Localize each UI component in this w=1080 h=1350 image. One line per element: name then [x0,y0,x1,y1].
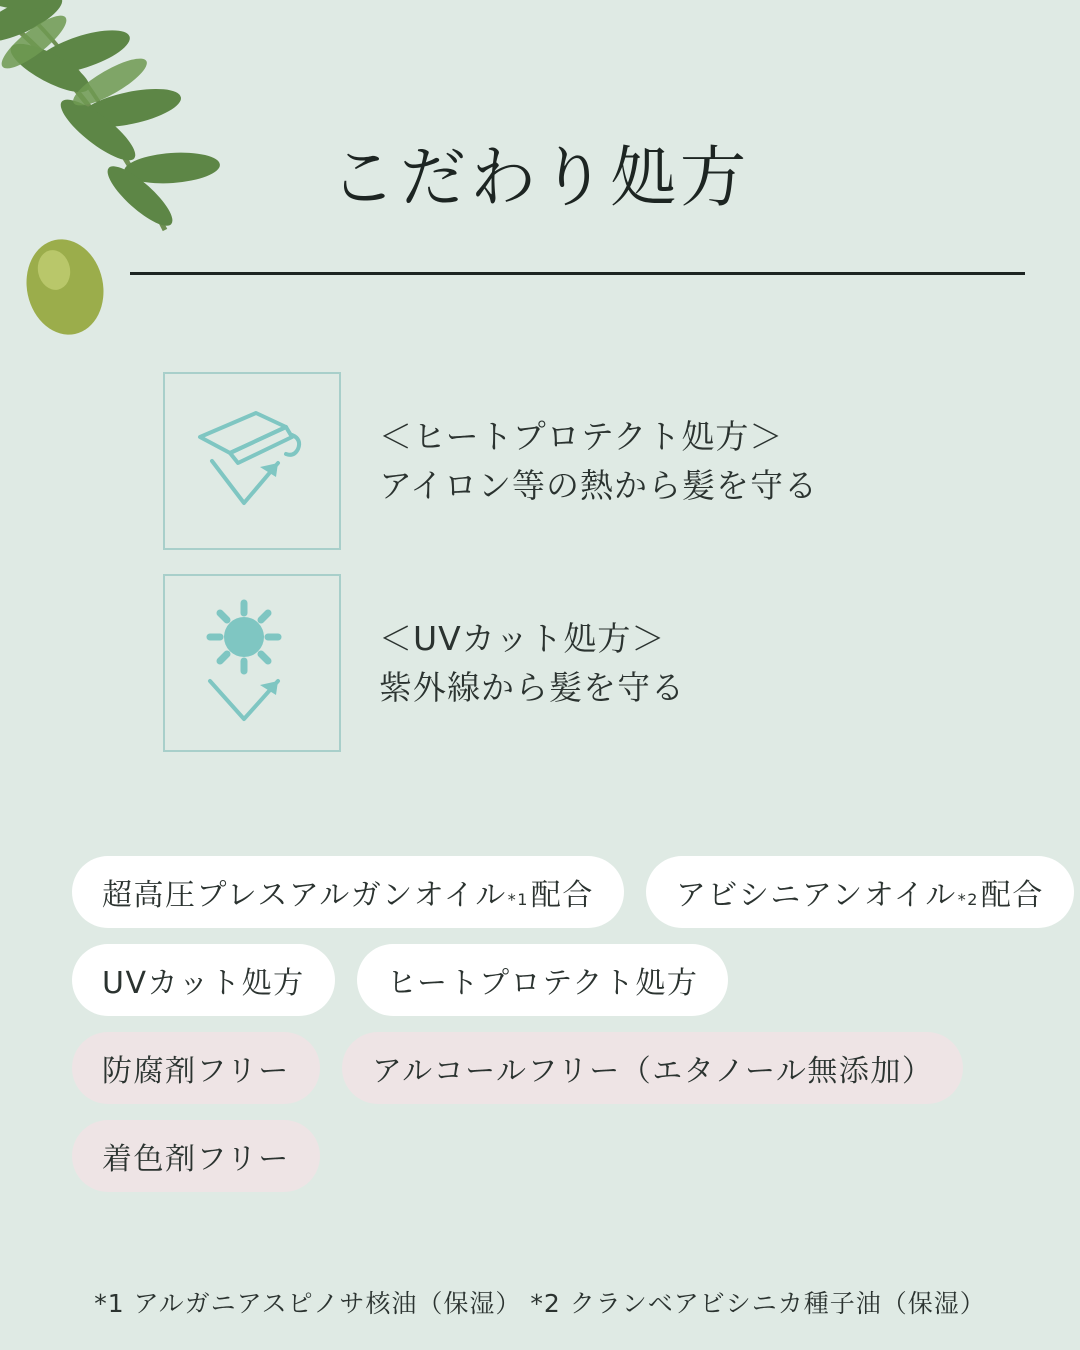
tag-chip [72,1120,320,1192]
tag-row [72,1120,1032,1192]
tag-chip [72,1032,320,1104]
tag-footnote-marker: *2 [957,890,979,909]
feature-row-heat-protect [163,372,963,550]
tag-label: アビシニアンオイル [675,878,957,913]
heat-protect-icon-box [163,372,341,550]
tag-label-suffix: 配合 [530,878,594,913]
title-divider [130,272,1025,275]
tag-row [72,1032,1032,1104]
tag-label: ヒートプロテクト処方 [386,966,699,1001]
feature-text-uv-cut [379,614,685,713]
tag-chip [342,1032,964,1104]
tag-row [72,944,1032,1016]
feature-line-1: ＜UVカット処方＞ [379,618,666,658]
tag-label: UVカット処方 [102,966,305,1001]
page-title: こだわり処方 [330,139,750,216]
tag-label: アルコールフリー（エタノール無添加） [371,1054,934,1089]
feature-text-heat-protect [379,412,818,511]
tag-label: 超高圧プレスアルガンオイル [102,878,507,913]
tag-footnote-marker: *1 [507,890,529,909]
tag-chip [357,944,729,1016]
hair-iron-icon [182,391,322,531]
tag-label: 防腐剤フリー [102,1054,290,1089]
tag-label-suffix: 配合 [980,878,1044,913]
feature-line-2: アイロン等の熱から髪を守る [379,466,819,505]
feature-row-uv-cut [163,574,963,752]
tag-label: 着色剤フリー [102,1142,290,1177]
feature-list [163,372,963,776]
tag-chip [646,856,1074,928]
tag-list [72,856,1044,1208]
feature-line-2: 紫外線から髪を守る [379,668,685,707]
tag-chip [72,944,335,1016]
footnote: *1 アルガニアスピノサ核油（保湿） *2 クランベアビシニカ種子油（保湿） [94,1289,986,1318]
uv-cut-icon-box [163,574,341,752]
feature-line-1: ＜ヒートプロテクト処方＞ [379,416,784,456]
tag-row [72,856,1044,928]
sun-icon [182,593,322,733]
tag-chip [72,856,624,928]
